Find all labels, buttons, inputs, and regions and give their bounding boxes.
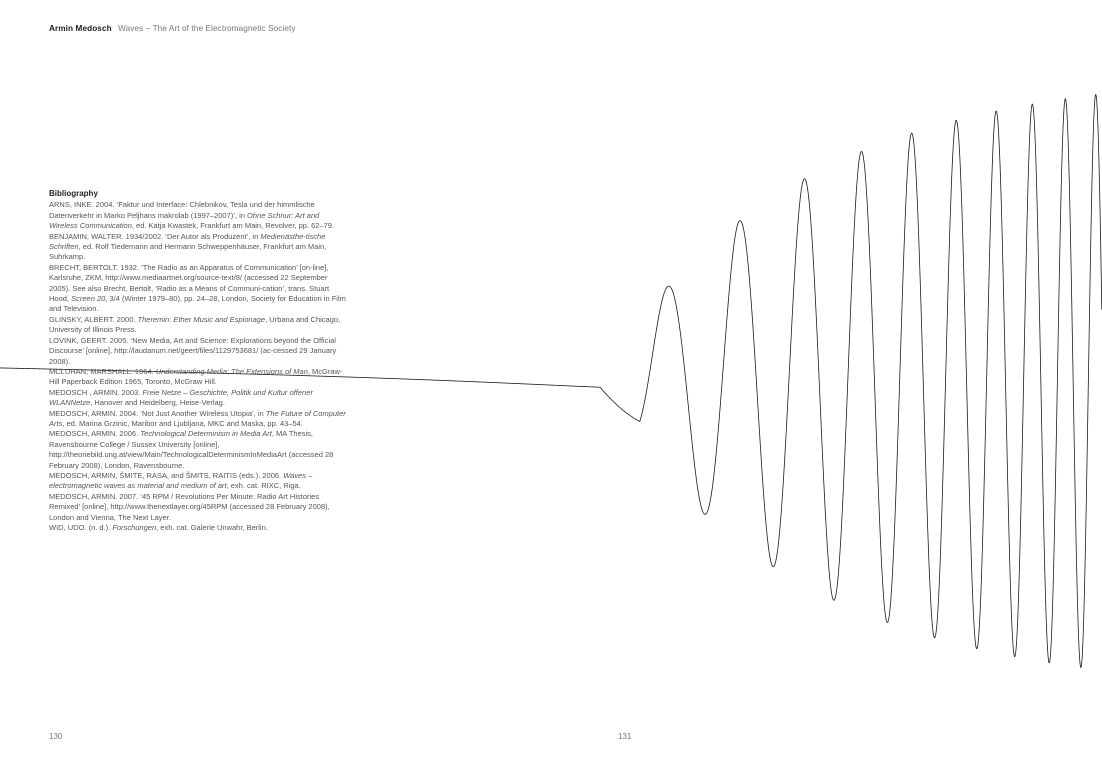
bibliography-entry: WID, UDO. (n. d.). Forschungen, exh. cat. Galerie Unwahr, Berlin. — [49, 523, 268, 532]
bibliography-entry: BRECHT, BERTOLT. 1932. ‘The Radio as an Apparatus of Communication’ [on-line], Karlsruhe, ZKM, http://www.mediaartnet.org/source-text/8/ (accessed 22 September 2005). See also Brecht, Bertolt, ‘Radio as a Means of Communi-cation’, trans. Stuart Hood, Screen 20, 3/4 (Winter 1979–80), pp. 24–28, London, Society for Education in Film and Television. — [49, 262, 346, 314]
bibliography-entry: MEDOSCH, ARMIN, ŠMITE, RASA, and ŠMITS, RAITIS (eds.). 2006. Waves – electromagnetic waves as material and medium of art, exh. cat. RIXC, Riga. — [49, 470, 313, 491]
bibliography-entry: GLINSKY, ALBERT. 2000. Theremin: Ether Music and Espionage, Urbana and Chicago, University of Illinois Press. — [49, 314, 341, 335]
running-header — [49, 24, 296, 33]
page-number-left: 130 — [49, 732, 63, 741]
bibliography-entry: MEDOSCH, ARMIN. 2007. ‘45 RPM / Revolutions Per Minute: Radio Art Histories Remixed’ [online], http://www.thenextlayer.org/45RPM (accessed 28 February 2008), London and Vienna, The Next Layer. — [49, 491, 330, 522]
bibliography-entry: MEDOSCH , ARMIN. 2003. Freie Netze – Geschichte, Politik und Kultur offener WLANNetze, Hanover and Heidelberg, Heise-Verlag. — [49, 387, 313, 408]
bibliography-entry: ARNS, INKE. 2004. ‘Faktur und Interface: Chlebnikov, Tesla und der himmlische Datenverkehr in Marko Peljhans makrolab (1997–2007)’, in Ohne Schnur: Art and Wireless Communication, ed. Katja Kwastek, Frankfurt am Main, Revolver, pp. 62–79. — [49, 200, 335, 231]
bibliography-entry: MEDOSCH, ARMIN. 2006. Technological Determinism in Media Art, MA Thesis, Ravensbourne College / Sussex University [online], http://theoriebild.ung.at/view/Main/TechnologicalDeterminismInMediaArt (accessed 28 February 2008), London, Ravensbourne. — [49, 429, 334, 470]
page-number-right: 131 — [618, 732, 632, 741]
bibliography-entry: MCLUHAN, MARSHALL. 1964. Understanding Media: The Extensions of Man, McGraw-Hill Paperback Edition 1965, Toronto, McGraw Hill. — [49, 366, 343, 387]
bibliography-entry: MEDOSCH, ARMIN. 2004. ‘Not Just Another Wireless Utopia’, in The Future of Computer Arts, ed. Marina Grzinic, Maribor and Ljubljana, MKC and Maska, pp. 43–54. — [49, 408, 346, 428]
bibliography-heading: Bibliography — [49, 189, 98, 198]
bibliography-entry: LOVINK, GEERT. 2005. ‘New Media, Art and Science: Explorations beyond the Official Discourse’ [online], http://laudanum.net/geert/files/1129753681/ (ac-cessed 29 January 2008). — [49, 335, 337, 366]
bibliography-entry: BENJAMIN, WALTER. 1934/2002. ‘Der Autor als Produzent’, in Medienästhe-tische Schriften, ed. Rolf Tiedemann and Hermann Schweppenhäuser, Frankfurt am Main, Suhrkamp. — [49, 231, 327, 262]
header-author: Armin Medosch — [49, 24, 112, 33]
header-title: Waves – The Art of the Electromagnetic Society — [118, 24, 296, 33]
bibliography-section — [49, 189, 349, 533]
